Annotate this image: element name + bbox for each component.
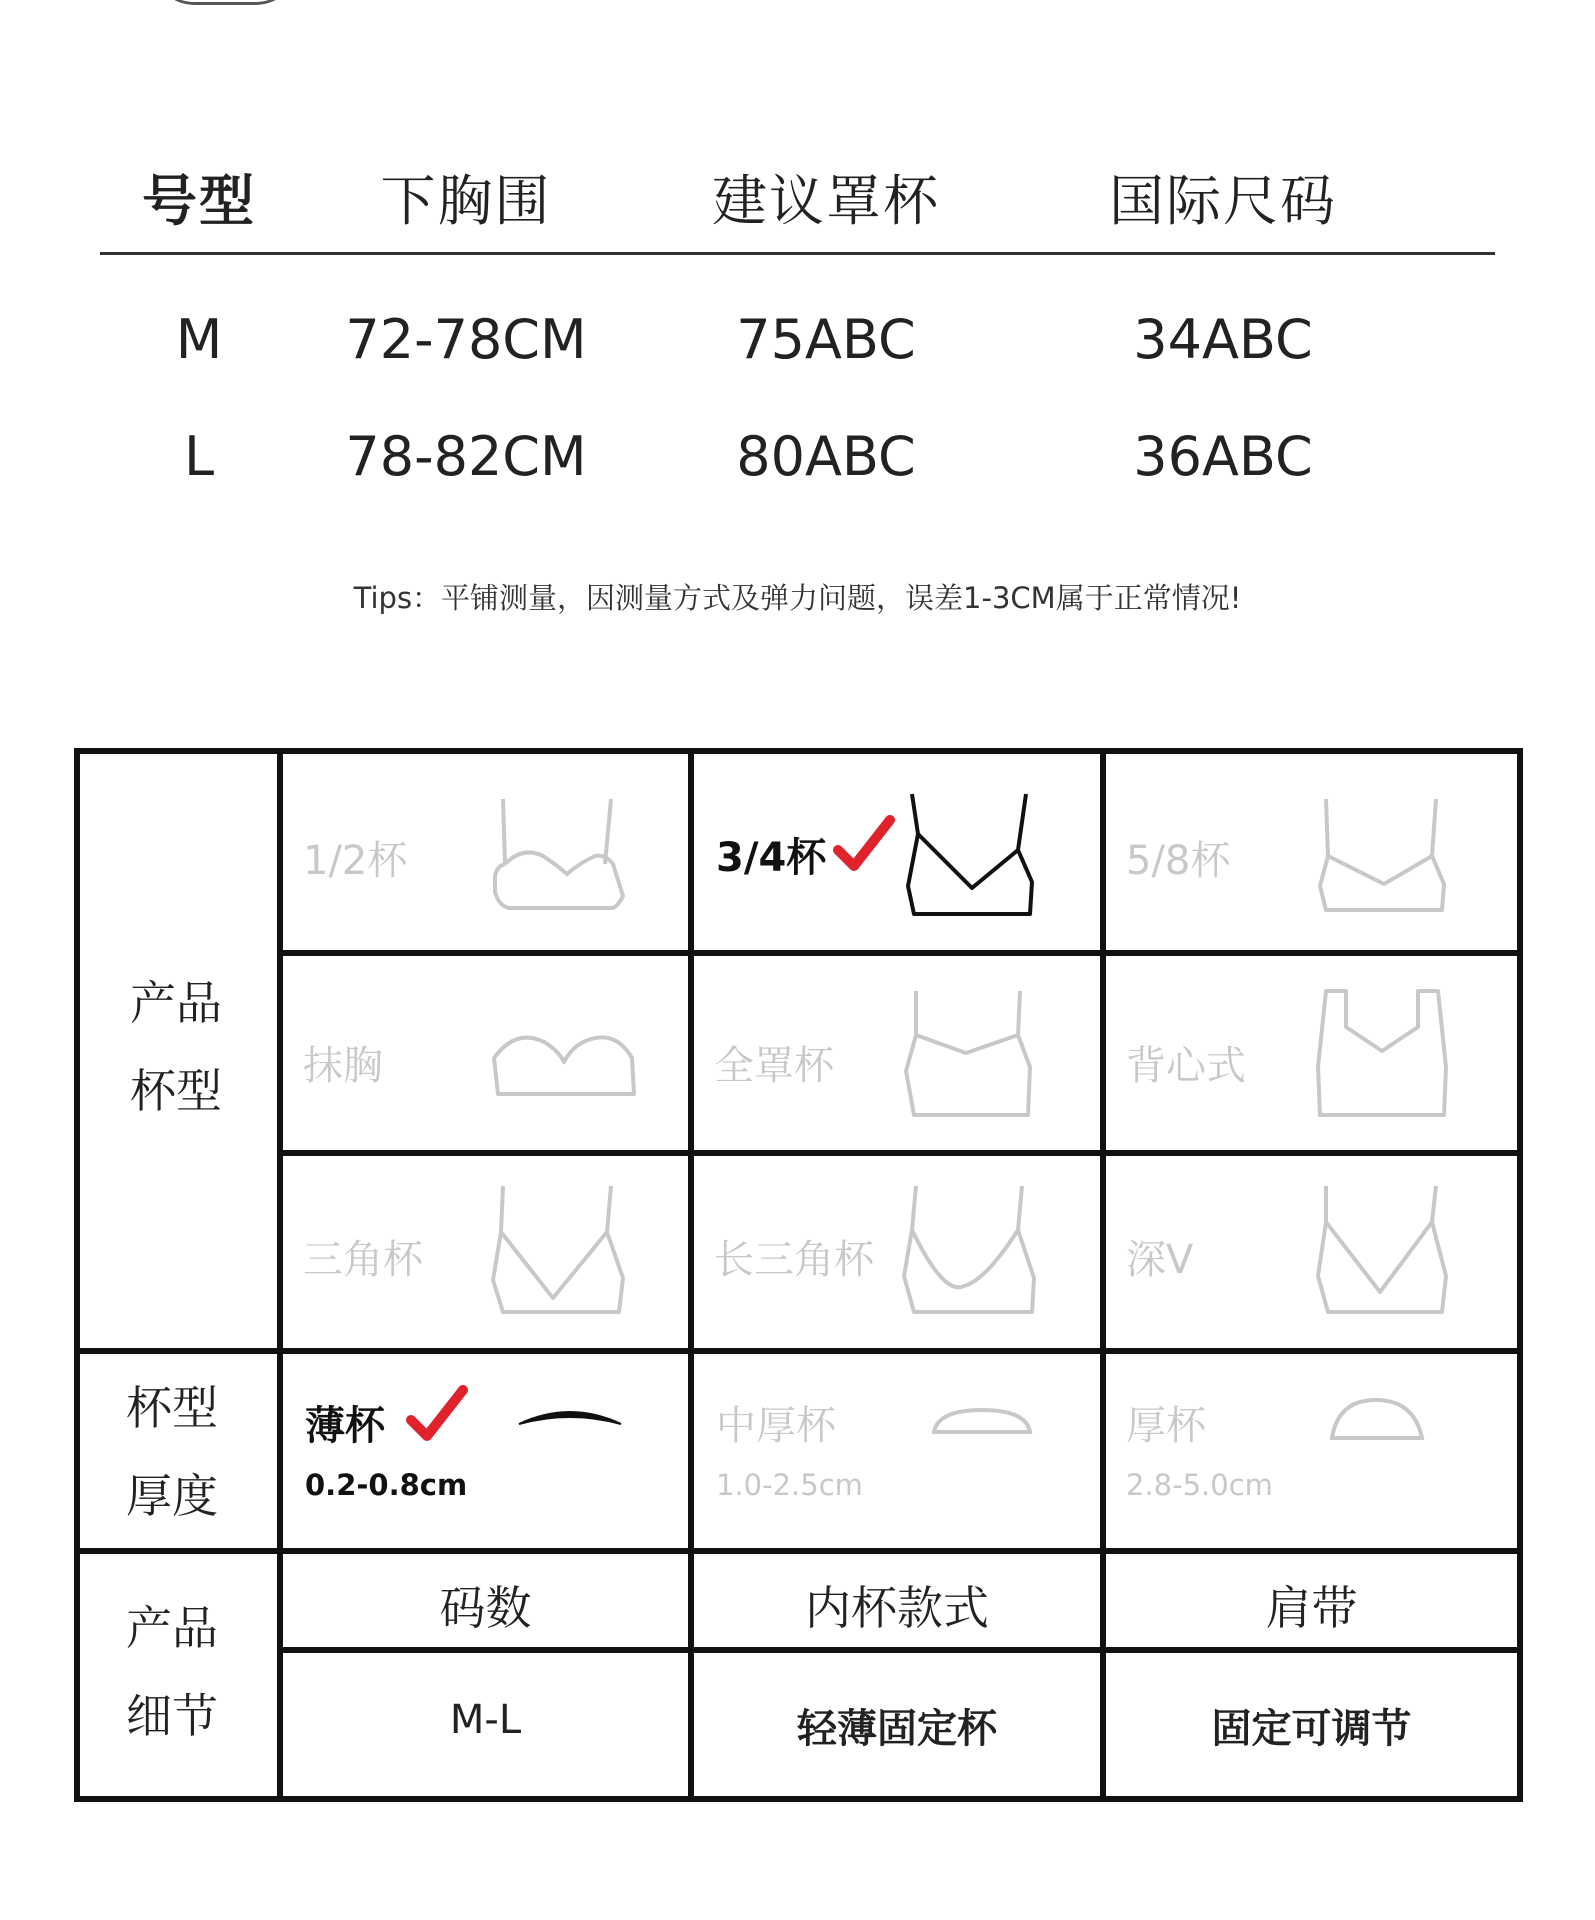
medium-pad-icon (930, 1402, 1040, 1442)
thickness-option-medium (694, 1354, 1100, 1548)
details-value-cup-style (694, 1653, 1100, 1796)
cup-option-three-quarter (694, 754, 1100, 950)
details-value-label: 轻薄固定杯 (797, 1706, 997, 1752)
check-mark-icon (407, 1384, 467, 1444)
half-cup-bra-icon (483, 794, 643, 924)
details-section-title (126, 1584, 218, 1760)
details-header-label: 码数 (439, 1581, 532, 1635)
size-cell: M (175, 308, 223, 371)
cup-option-label: 抹胸 (303, 1043, 383, 1089)
size-table (100, 140, 1495, 515)
cup-cell: 80ABC (736, 425, 916, 488)
thickness-label: 厚杯 (1126, 1403, 1206, 1449)
full-cup-bra-icon (894, 991, 1054, 1141)
thickness-label: 薄杯 (305, 1403, 385, 1449)
details-title-line: 产品 (126, 1601, 218, 1655)
thickness-option-thick (1106, 1354, 1517, 1548)
long-triangle-cup-bra-icon (894, 1186, 1054, 1326)
details-header-label: 内杯款式 (805, 1581, 989, 1635)
size-cell: L (183, 425, 215, 488)
cup-option-label: 5/8杯 (1126, 838, 1231, 884)
table-row (100, 281, 1495, 398)
cup-type-title-line: 杯型 (130, 1064, 222, 1118)
cup-option-label: 全罩杯 (714, 1043, 834, 1089)
details-header-size (283, 1554, 688, 1647)
details-header-label: 肩带 (1265, 1581, 1358, 1635)
thickness-title-line: 杯型 (126, 1381, 218, 1435)
vest-bra-icon (1306, 991, 1466, 1141)
cup-cell: 75ABC (736, 308, 916, 371)
cup-type-title-line: 产品 (130, 976, 222, 1030)
header-size: 号型 (141, 168, 256, 233)
three-quarter-cup-bra-icon (894, 794, 1054, 934)
cup-type-section-title (130, 959, 222, 1135)
details-header-strap (1106, 1554, 1517, 1647)
cup-option-full (694, 956, 1100, 1150)
details-title-line: 细节 (126, 1689, 218, 1743)
cup-option-label: 3/4杯 (716, 835, 827, 881)
cup-option-label: 长三角杯 (714, 1237, 874, 1283)
details-value-size (283, 1653, 688, 1796)
cup-option-label: 三角杯 (303, 1237, 423, 1283)
details-header-cup-style (694, 1554, 1100, 1647)
five-eighths-cup-bra-icon (1306, 794, 1466, 934)
cup-option-long-triangle (694, 1156, 1100, 1348)
cup-option-label: 1/2杯 (303, 838, 408, 884)
size-table-header (100, 140, 1495, 255)
thickness-title-line: 厚度 (126, 1469, 218, 1523)
cup-option-triangle (283, 1156, 688, 1348)
thickness-range: 0.2-0.8cm (305, 1468, 468, 1502)
cup-option-vest (1106, 956, 1517, 1150)
table-row (100, 398, 1495, 515)
details-value-label: M-L (449, 1697, 522, 1743)
underbust-cell: 72-78CM (345, 308, 587, 371)
thickness-range: 1.0-2.5cm (716, 1468, 863, 1502)
thickness-section-title (126, 1364, 218, 1540)
intl-size-cell: 34ABC (1133, 308, 1313, 371)
top-decorative-arc (150, 0, 300, 5)
cup-option-five-eighths (1106, 754, 1517, 950)
thickness-label: 中厚杯 (716, 1403, 836, 1449)
thick-pad-icon (1328, 1396, 1428, 1446)
triangle-cup-bra-icon (483, 1186, 643, 1326)
thin-pad-icon (515, 1406, 625, 1436)
cup-option-deep-v (1106, 1156, 1517, 1348)
check-mark-icon (834, 814, 894, 874)
cup-option-half (283, 754, 688, 950)
details-value-strap (1106, 1653, 1517, 1796)
measurement-tips: Tips：平铺测量，因测量方式及弹力问题，误差1-3CM属于正常情况! (353, 581, 1242, 615)
product-info-grid (74, 748, 1523, 1802)
header-suggested-cup: 建议罩杯 (711, 168, 940, 233)
bandeau-icon (488, 1018, 648, 1118)
header-underbust: 下胸围 (380, 168, 552, 233)
cup-option-label: 背心式 (1126, 1043, 1246, 1089)
cup-option-label: 深V (1126, 1237, 1194, 1283)
deep-v-bra-icon (1306, 1186, 1466, 1326)
details-value-label: 固定可调节 (1211, 1706, 1412, 1752)
intl-size-cell: 36ABC (1133, 425, 1313, 488)
header-international-size: 国际尺码 (1108, 168, 1337, 233)
underbust-cell: 78-82CM (345, 425, 587, 488)
cup-option-bandeau (283, 956, 688, 1150)
thickness-range: 2.8-5.0cm (1126, 1468, 1273, 1502)
thickness-option-thin (283, 1354, 688, 1548)
